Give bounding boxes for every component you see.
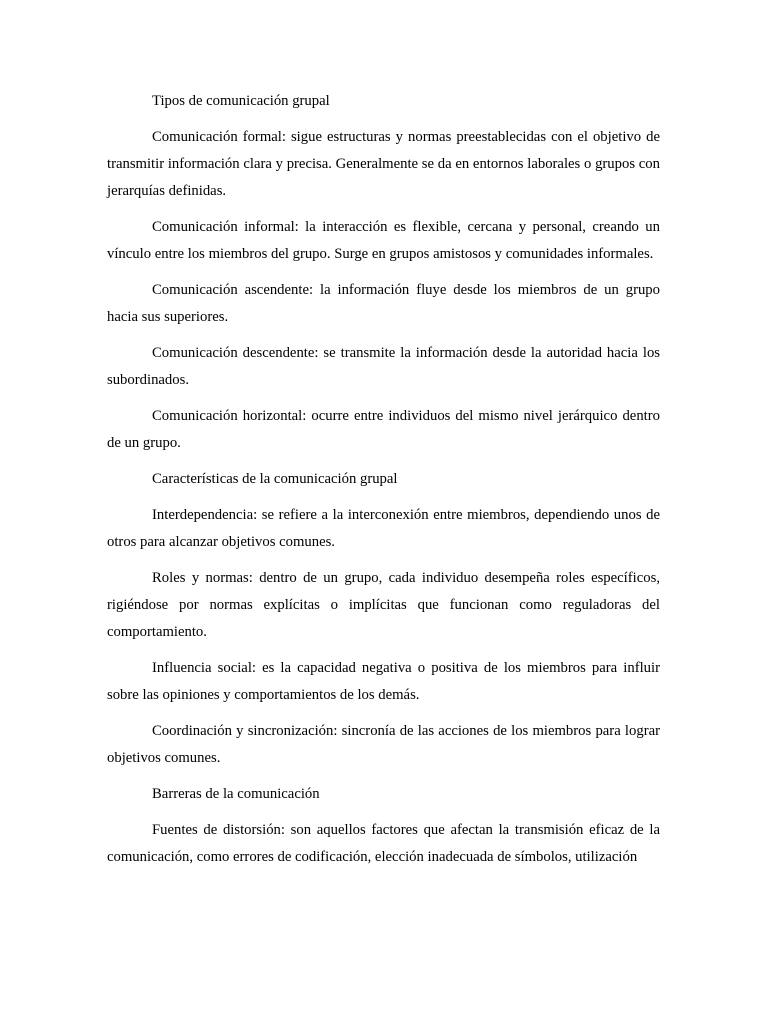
paragraph-comunicacion-formal: Comunicación formal: sigue estructuras y normas preestablecidas con el objetivo de transmitir información clara y precisa. Generalmente se da en entornos laborales o grupos con jerarquías definidas. bbox=[107, 129, 660, 199]
paragraph-interdependencia: Interdependencia: se refiere a la interconexión entre miembros, dependiendo unos de otros para alcanzar objetivos comunes. bbox=[107, 507, 660, 550]
paragraph-comunicacion-informal: Comunicación informal: la interacción es flexible, cercana y personal, creando un vínculo entre los miembros del grupo. Surge en grupos amistosos y comunidades informales. bbox=[107, 219, 660, 262]
paragraph-coordinacion: Coordinación y sincronización: sincronía de las acciones de los miembros para lograr objetivos comunes. bbox=[107, 723, 660, 766]
paragraph-comunicacion-ascendente: Comunicación ascendente: la información fluye desde los miembros de un grupo hacia sus superiores. bbox=[107, 282, 660, 325]
document-body bbox=[107, 88, 660, 880]
paragraph-roles-y-normas: Roles y normas: dentro de un grupo, cada individuo desempeña roles específicos, rigiéndose por normas explícitas o implícitas que funcionan como reguladoras del comportamiento. bbox=[107, 570, 660, 640]
paragraph-comunicacion-descendente: Comunicación descendente: se transmite la información desde la autoridad hacia los subordinados. bbox=[107, 345, 660, 388]
paragraph-influencia-social: Influencia social: es la capacidad negativa o positiva de los miembros para influir sobre las opiniones y comportamientos de los demás. bbox=[107, 660, 660, 703]
paragraph-fuentes-de-distorsion: Fuentes de distorsión: son aquellos factores que afectan la transmisión eficaz de la comunicación, como errores de codificación, elección inadecuada de símbolos, utilización bbox=[107, 822, 660, 865]
paragraph-comunicacion-horizontal: Comunicación horizontal: ocurre entre individuos del mismo nivel jerárquico dentro de un grupo. bbox=[107, 408, 660, 451]
section-heading-tipos: Tipos de comunicación grupal bbox=[152, 93, 330, 109]
section-heading-barreras: Barreras de la comunicación bbox=[152, 786, 320, 802]
section-heading-caracteristicas: Características de la comunicación grupal bbox=[152, 471, 398, 487]
